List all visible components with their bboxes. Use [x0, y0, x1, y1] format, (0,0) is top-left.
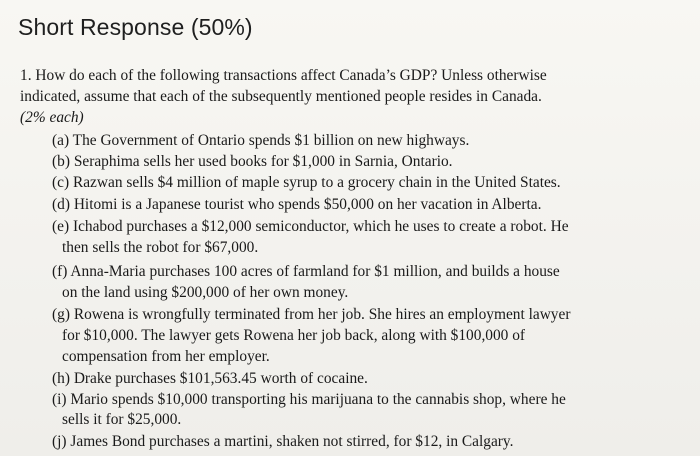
item-text: Seraphima sells her used books for $1,000 in Sarnia, Ontario. [73, 153, 453, 170]
item-label: (g) [52, 306, 70, 323]
item-label: (a) [52, 132, 70, 149]
item-text: Rowena is wrongfully terminated from her job. She hires an employment lawyer [73, 306, 571, 323]
list-item [52, 217, 569, 236]
item-text: Anna-Maria purchases 100 acres of farmland for $1 million, and builds a house [70, 263, 560, 280]
section-title: Short Response (50%) [18, 14, 253, 40]
item-text: Razwan sells $4 million of maple syrup to a grocery chain in the United States. [72, 174, 561, 191]
item-continuation: sells it for $25,000. [62, 411, 182, 428]
question-prompt-text-1: How do each of the following transactions affect Canada’s GDP? Unless otherwise [35, 67, 547, 84]
question-number: 1. [20, 67, 32, 84]
item-text: The Government of Ontario spends $1 billion on new highways. [72, 132, 470, 149]
item-label: (h) [52, 370, 70, 387]
list-item [52, 305, 570, 324]
item-continuation: for $10,000. The lawyer gets Rowena her job back, along with $100,000 of [62, 327, 526, 344]
item-label: (f) [52, 263, 68, 280]
list-item [52, 131, 469, 150]
question-points: (2% each) [20, 109, 84, 126]
item-continuation: on the land using $200,000 of her own money. [62, 284, 349, 301]
item-continuation: compensation from her employer. [62, 348, 270, 365]
question-prompt-line-2: indicated, assume that each of the subsequently mentioned people resides in Canada. [20, 88, 542, 105]
list-item [52, 195, 541, 214]
item-text: Drake purchases $101,563.45 worth of cocaine. [73, 370, 368, 387]
item-text: Hitomi is a Japanese tourist who spends $50,000 on her vacation in Alberta. [73, 196, 542, 213]
list-item [52, 262, 560, 281]
item-label: (d) [52, 196, 70, 213]
list-item [52, 369, 368, 388]
list-item [52, 152, 453, 171]
list-item [52, 173, 561, 192]
item-text: James Bond purchases a martini, shaken not stirred, for $12, in Calgary. [70, 433, 514, 450]
item-label: (e) [52, 218, 70, 235]
item-text: Ichabod purchases a $12,000 semiconductor, which he uses to create a robot. He [72, 218, 569, 235]
item-label: (b) [52, 153, 70, 170]
list-item [52, 432, 513, 451]
item-label: (c) [52, 174, 70, 191]
item-continuation: then sells the robot for $67,000. [62, 239, 259, 256]
question-prompt-line-1 [20, 66, 547, 85]
item-text: Mario spends $10,000 transporting his marijuana to the cannabis shop, where he [70, 391, 566, 408]
item-label: (j) [52, 433, 67, 450]
list-item [52, 390, 566, 409]
item-label: (i) [52, 391, 67, 408]
